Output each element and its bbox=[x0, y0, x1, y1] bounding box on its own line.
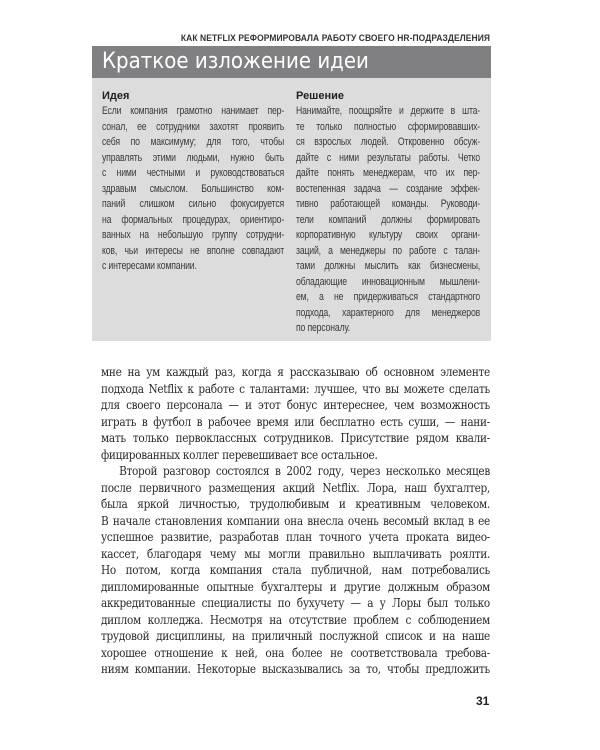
solution-text bbox=[296, 104, 480, 337]
solution-text-line: дайте с ними результаты работы. Четко bbox=[296, 151, 481, 164]
body-text-line: ниям компании. Некоторые высказывались за то, чтобы предложить bbox=[101, 662, 490, 676]
solution-heading: Решение bbox=[296, 90, 344, 102]
idea-text-line: ков, чьи интересы не вполне совпадают bbox=[102, 244, 285, 257]
body-text-line: подхода Netflix к работе с талантами: лучшее, что вы можете сделать bbox=[101, 381, 490, 396]
body-text-line: успешное развитие, разработав план точного учета проката видео- bbox=[101, 530, 490, 544]
solution-text-line: ся взрослых людей. Откровенно обсуж- bbox=[296, 136, 481, 148]
body-text-line: кассет, благодаря чему мы могли правильно выплачивать роялти. bbox=[101, 546, 490, 561]
running-head: КАК NETFLIX РЕФОРМИРОВАЛА РАБОТУ СВОЕГО HR-ПОДРАЗДЕЛЕНИЯ bbox=[180, 33, 490, 43]
solution-text-line: заций, а менеджеры по работе с талан- bbox=[296, 244, 481, 257]
body-text-line: В начале становления компании она внесла очень весомый вклад в ее bbox=[101, 513, 490, 528]
body-text-line: мать только первоклассных сотрудников. Присутствие рядом квали- bbox=[101, 431, 490, 445]
body-text-line: диплом колледжа. Несмотря на отсутствие проблем с соблюдением bbox=[101, 612, 490, 627]
summary-box bbox=[92, 78, 491, 341]
idea-text-line: на формальных процедурах, ориентиро- bbox=[102, 213, 285, 226]
idea-heading: Идея bbox=[102, 90, 130, 102]
idea-text-line: управлять этими людьми, нужно быть bbox=[102, 151, 285, 164]
idea-text-line: с ними честными и руководствоваться bbox=[102, 167, 285, 179]
solution-text-line: обладающие инновационным мышлени- bbox=[296, 275, 481, 288]
solution-text-line: дайте понять менеджерам, что их пер- bbox=[296, 167, 481, 179]
idea-text-line: здравым смыслом. Большинство ком- bbox=[102, 182, 285, 195]
idea-text-line: Если компания грамотно нанимает пер- bbox=[102, 105, 285, 117]
body-text-line: хорошее отношение к ней, она более не соответствовала требова- bbox=[101, 645, 490, 660]
body-text-line: играть в футбол в рабочее время или бесплатно есть суши, — нани- bbox=[101, 414, 490, 429]
body-text-line: мне на ум каждый раз, когда я рассказываю об основном элементе bbox=[101, 365, 490, 379]
solution-text-line: корпоративную культуру своих органи- bbox=[296, 229, 481, 241]
body-text-line: Второй разговор состоялся в 2002 году, через несколько месяцев bbox=[119, 464, 490, 478]
idea-column bbox=[102, 88, 284, 275]
solution-text-line: тивно работающей команды. Руководи- bbox=[296, 198, 481, 210]
solution-text-line: по персоналу. bbox=[296, 322, 351, 334]
solution-text-line: тами должны мыслить как бизнесмены, bbox=[296, 260, 481, 272]
idea-text-line: себя по максимуму; для того, чтобы bbox=[102, 136, 285, 148]
body-text-line: была яркой личностью, трудолюбивым и креативным человеком. bbox=[101, 497, 490, 511]
idea-text bbox=[102, 104, 284, 275]
solution-text-line: Нанимайте, поощряйте и держите в шта- bbox=[296, 105, 481, 117]
body-text-line: фицированных коллег перевешивает все остальное. bbox=[101, 447, 378, 462]
body-text-line: Но потом, когда компания стала публичной, нам потребовались bbox=[101, 563, 490, 577]
body-text bbox=[101, 364, 490, 678]
body-text-line: трудовой дисциплины, на приличный послужной список и на наше bbox=[101, 629, 490, 643]
idea-text-line: паний слишком сильно фокусируется bbox=[102, 198, 285, 210]
solution-text-line: востепенная задача — создание эффек- bbox=[296, 182, 481, 195]
solution-text-line: подхода, характерного для менеджеров bbox=[296, 306, 481, 319]
summary-title-bar bbox=[92, 46, 491, 78]
body-text-line: дипломированные опытные бухгалтеры и другие должным образом bbox=[101, 579, 490, 594]
solution-text-line: те только полностью сформировавших- bbox=[296, 120, 481, 133]
summary-title: Краткое изложение идеи bbox=[102, 49, 369, 74]
solution-text-line: ем, а не придерживаться стандартного bbox=[296, 291, 481, 303]
solution-column bbox=[296, 88, 480, 337]
body-text-line: для своего персонала — и этот бонус интереснее, чем возможность bbox=[101, 398, 490, 412]
body-text-line: аккредитованные специалисты по бухучету — а у Лоры был только bbox=[101, 596, 490, 610]
idea-text-line: сонал, ее сотрудники захотят проявить bbox=[102, 120, 285, 133]
idea-text-line: с интересами компании. bbox=[102, 260, 197, 272]
idea-text-line: ванных на небольшую группу сотрудни- bbox=[102, 229, 285, 241]
page-number: 31 bbox=[476, 694, 490, 708]
solution-text-line: тели компаний должны формировать bbox=[296, 213, 481, 226]
body-text-line: после первичного размещения акций Netflix. Лора, наш бухгалтер, bbox=[101, 480, 490, 495]
